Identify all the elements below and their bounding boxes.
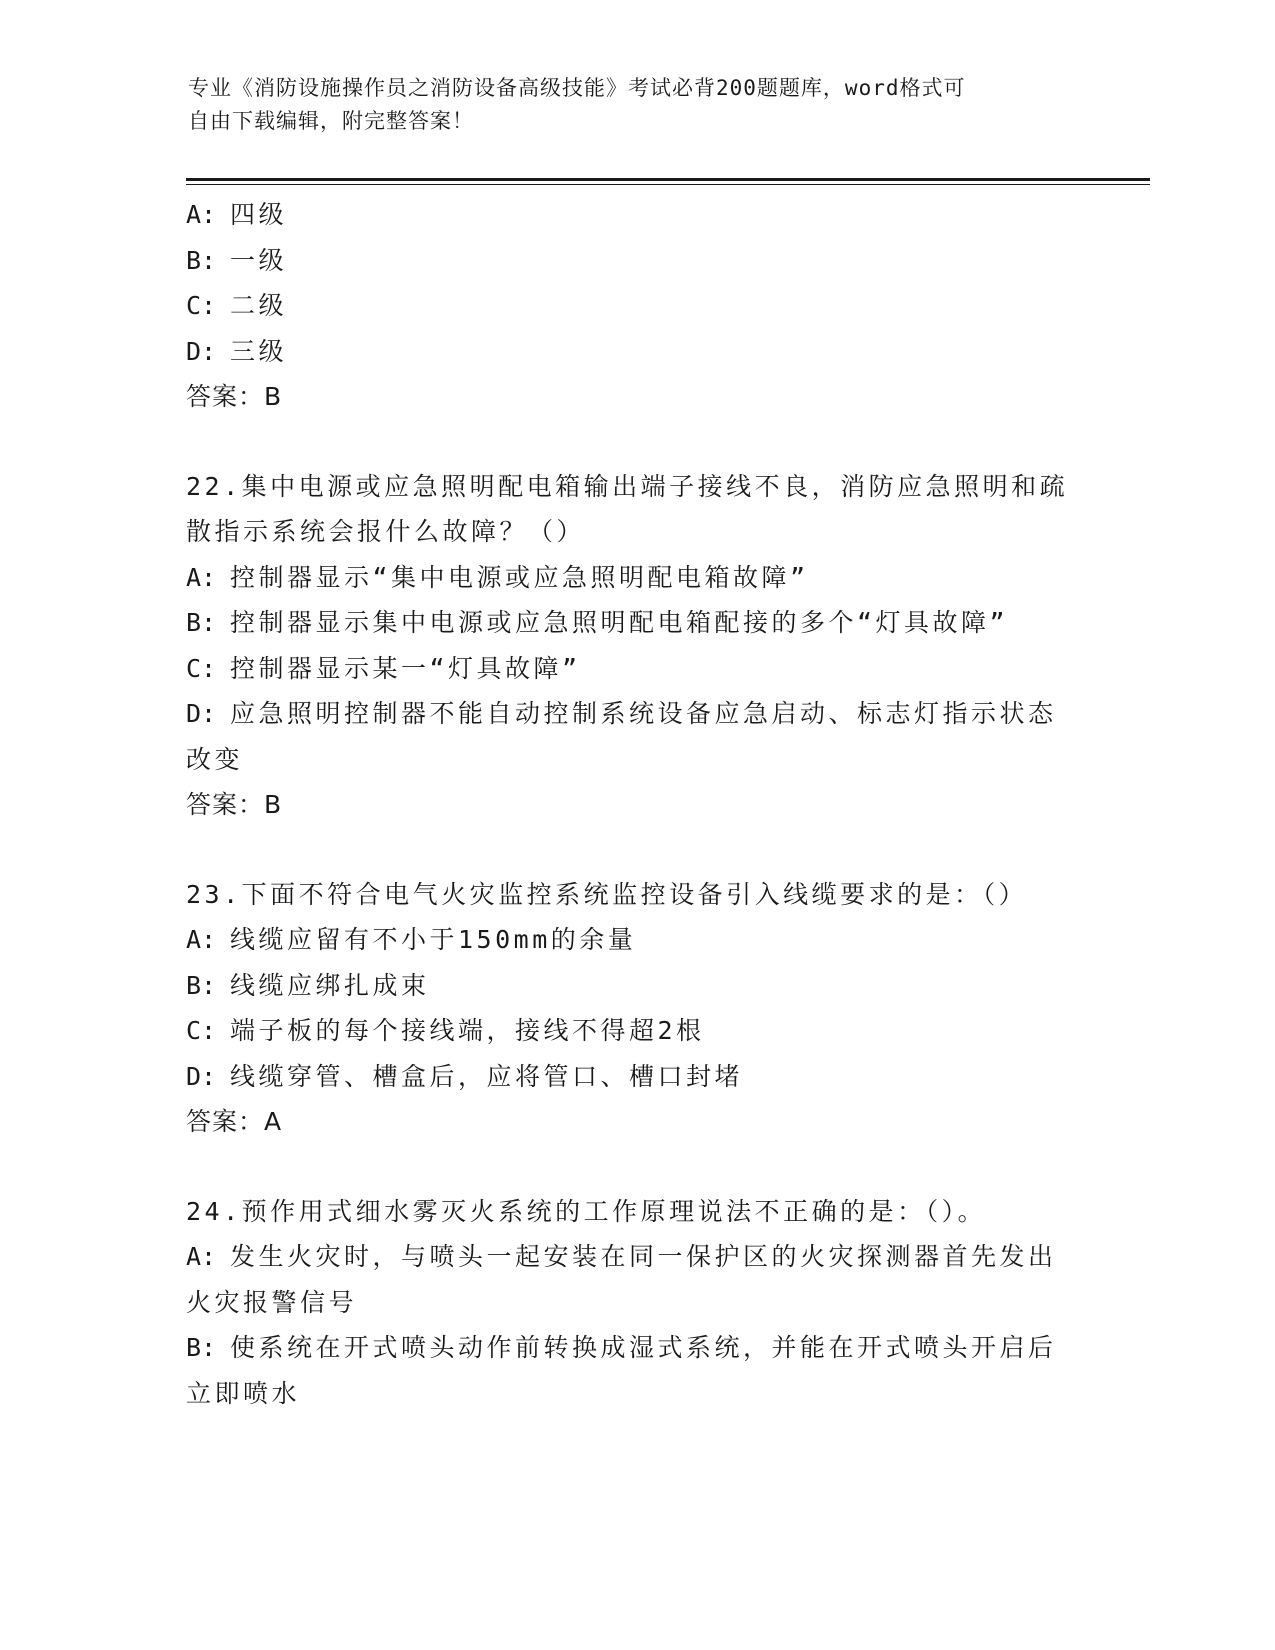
header-line-1: 专业《消防设施操作员之消防设备高级技能》考试必背200题题库，word格式可 <box>188 76 966 100</box>
option-c <box>186 646 1076 692</box>
option-a-cont: 火灾报警信号 <box>186 1287 358 1317</box>
question-23 <box>186 872 1076 1145</box>
option-label: C: <box>186 291 217 320</box>
option-b <box>186 600 1076 646</box>
question-stem: 22.集中电源或应急照明配电箱输出端子接线不良，消防应急照明和疏 <box>186 471 1069 501</box>
option-label: D: <box>186 336 217 366</box>
option-text: 控制器显示某一“灯具故障” <box>230 653 581 683</box>
option-text: 使系统在开式喷头动作前转换成湿式系统，并能在开式喷头开启后 <box>230 1333 1057 1362</box>
answer: 答案：B <box>186 790 283 819</box>
option-a <box>186 555 1076 601</box>
option-a <box>186 192 1076 238</box>
document-header <box>188 72 1068 138</box>
answer: 答案：A <box>186 1107 283 1136</box>
option-label: B: <box>186 608 217 637</box>
question-stem: 24.预作用式细水雾灭火系统的工作原理说法不正确的是：（）。 <box>186 1196 987 1226</box>
document-body <box>186 192 1076 1416</box>
option-label: C: <box>186 1016 217 1045</box>
option-d <box>186 691 1076 737</box>
question-stem: 23.下面不符合电气火灾监控系统监控设备引入线缆要求的是：（） <box>186 879 1028 909</box>
option-label: B: <box>186 970 217 1000</box>
option-text: 一级 <box>230 245 288 275</box>
option-a <box>186 917 1076 963</box>
option-b-cont: 立即喷水 <box>186 1378 301 1408</box>
option-d-cont: 改变 <box>186 744 244 774</box>
option-c <box>186 283 1076 329</box>
option-a <box>186 1234 1076 1280</box>
option-c <box>186 1008 1076 1054</box>
option-b <box>186 963 1076 1009</box>
question-stem-cont: 散指示系统会报什么故障？（） <box>186 517 586 546</box>
option-label: A: <box>186 1242 217 1271</box>
option-d <box>186 329 1076 375</box>
option-text: 线缆应绑扎成束 <box>230 970 430 1000</box>
option-text: 线缆穿管、槽盒后，应将管口、槽口封堵 <box>230 1061 744 1091</box>
option-text: 四级 <box>230 200 288 229</box>
option-text: 线缆应留有不小于150mm的余量 <box>230 925 637 954</box>
option-label: B: <box>186 1333 217 1362</box>
option-label: D: <box>186 1061 217 1091</box>
option-label: A: <box>186 925 217 954</box>
option-label: A: <box>186 562 217 592</box>
header-rule-thin <box>186 184 1150 185</box>
option-label: D: <box>186 699 217 728</box>
option-text: 二级 <box>230 291 288 320</box>
option-text: 三级 <box>230 336 288 366</box>
option-text: 应急照明控制器不能自动控制系统设备应急启动、标志灯指示状态 <box>230 699 1057 728</box>
option-b <box>186 238 1076 284</box>
option-b <box>186 1325 1076 1371</box>
option-label: C: <box>186 653 217 683</box>
option-text: 控制器显示集中电源或应急照明配电箱配接的多个“灯具故障” <box>230 608 1009 637</box>
header-line-2: 自由下载编辑，附完整答案！ <box>188 109 474 133</box>
option-label: A: <box>186 200 217 229</box>
header-rule-thick <box>186 178 1150 181</box>
question-24 <box>186 1189 1076 1417</box>
option-text: 控制器显示“集中电源或应急照明配电箱故障” <box>230 562 809 592</box>
option-label: B: <box>186 245 217 275</box>
option-text: 发生火灾时，与喷头一起安装在同一保护区的火灾探测器首先发出 <box>230 1242 1057 1271</box>
question-21 <box>186 192 1076 420</box>
option-text: 端子板的每个接线端，接线不得超2根 <box>230 1016 705 1045</box>
answer: 答案：B <box>186 382 283 411</box>
option-d <box>186 1054 1076 1100</box>
question-22 <box>186 464 1076 828</box>
